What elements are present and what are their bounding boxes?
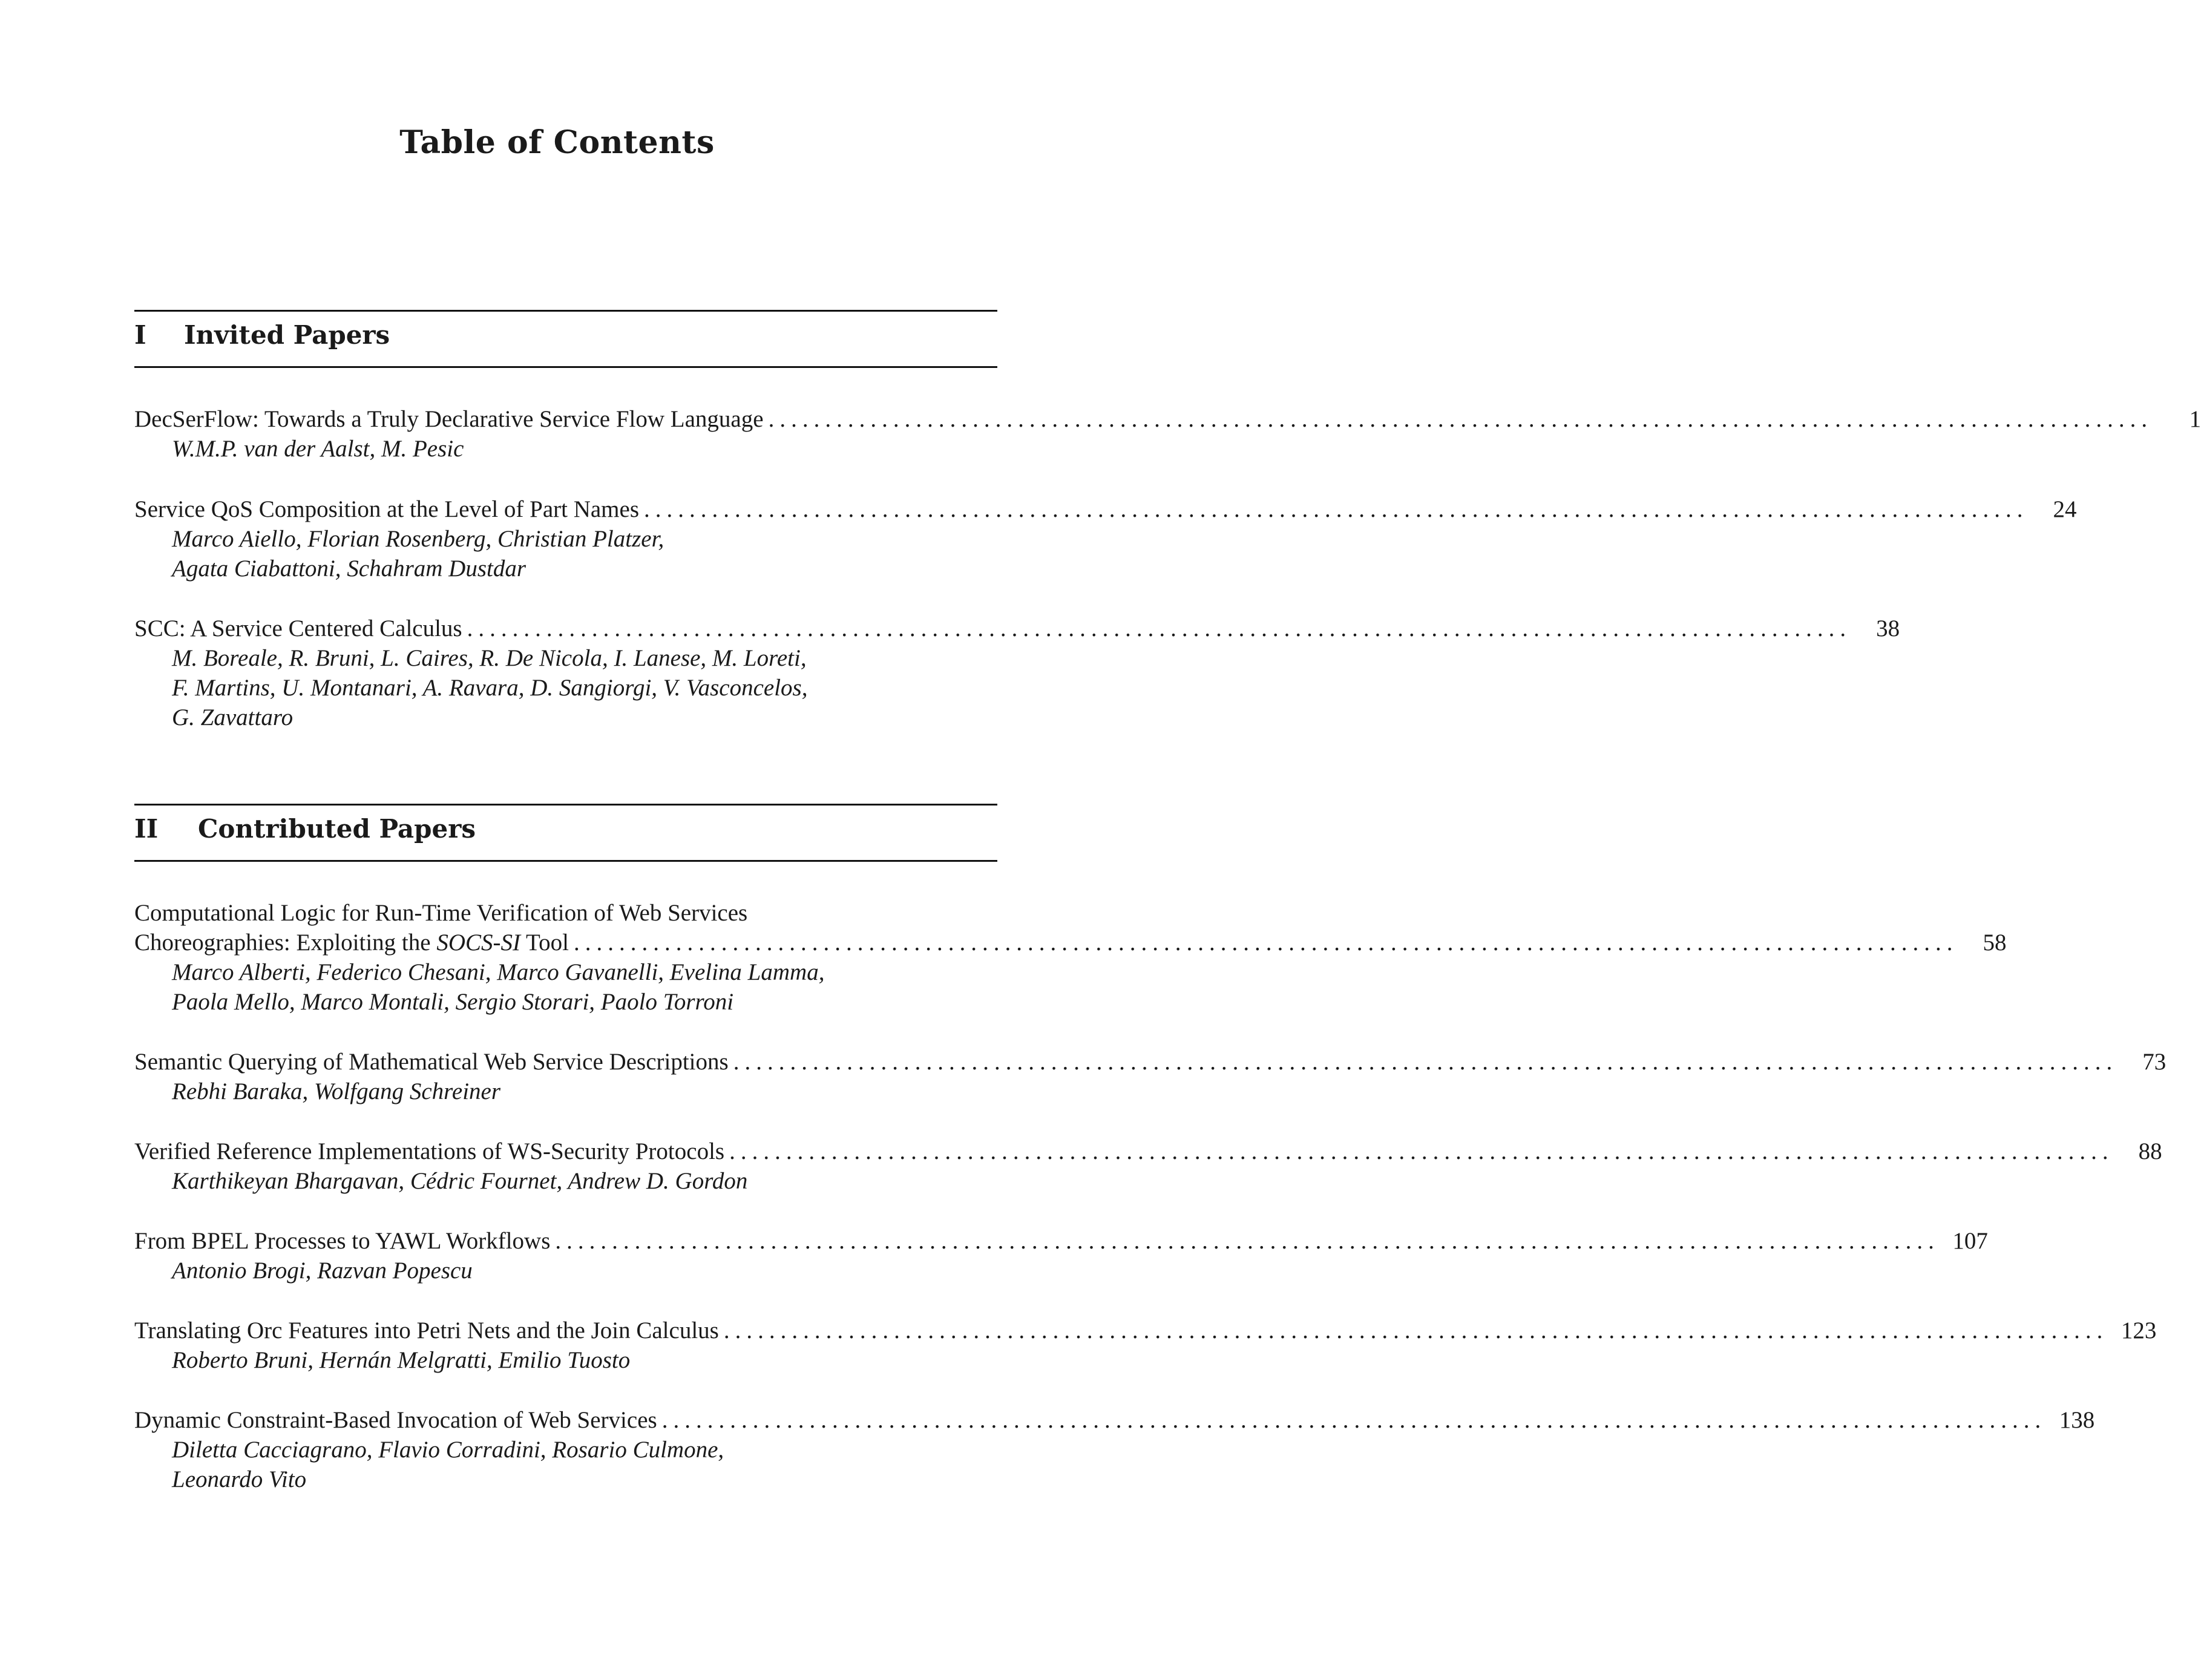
entry-title[interactable]: Dynamic Constraint-Based Invocation of Web Services (134, 1407, 657, 1433)
dot-leader: .......................................................................................................................... (644, 496, 2029, 522)
toc-entry[interactable] (134, 1226, 1988, 1285)
toc-entry[interactable] (134, 494, 2077, 583)
part-heading-contributed (134, 804, 997, 862)
part-heading-invited (134, 310, 997, 368)
entry-authors: Paola Mello, Marco Montali, Sergio Storari, Paolo Torroni (172, 989, 734, 1015)
entry-authors: Marco Aiello, Florian Rosenberg, Christian Platzer, (172, 526, 664, 552)
entry-page-number[interactable]: 1 (2189, 406, 2201, 432)
entry-authors: Marco Alberti, Federico Chesani, Marco Gavanelli, Evelina Lamma, (172, 959, 825, 985)
toc-entry[interactable] (134, 1137, 2162, 1196)
dot-leader: .......................................................................................................................... (467, 615, 1852, 641)
entry-title[interactable]: Verified Reference Implementations of WS-Security Protocols (134, 1138, 725, 1164)
entry-authors: Diletta Cacciagrano, Flavio Corradini, Rosario Culmone, (172, 1437, 724, 1463)
entry-title[interactable]: Semantic Querying of Mathematical Web Service Descriptions (134, 1049, 729, 1075)
entry-authors: Roberto Bruni, Hernán Melgratti, Emilio Tuosto (172, 1347, 631, 1373)
entry-authors: Leonardo Vito (172, 1466, 307, 1492)
entry-title-part: Choreographies: Exploiting the (134, 930, 437, 956)
entry-title[interactable]: SCC: A Service Centered Calculus (134, 615, 462, 641)
entry-authors: Rebhi Baraka, Wolfgang Schreiner (172, 1078, 501, 1104)
dot-leader: .......................................................................................................................... (555, 1228, 1940, 1254)
entry-page-number[interactable]: 24 (2053, 496, 2077, 522)
dot-leader: .......................................................................................................................... (733, 1049, 2118, 1075)
entry-title-line1[interactable]: Computational Logic for Run-Time Verification of Web Services (134, 900, 748, 926)
part-name: Contributed Papers (198, 814, 476, 844)
toc-entry[interactable] (134, 1316, 2157, 1375)
toc-entry[interactable] (134, 898, 2007, 1017)
part-number: II (134, 814, 159, 844)
dot-leader: .......................................................................................................................... (768, 406, 2153, 432)
page-title: Table of Contents (399, 124, 715, 161)
entry-title[interactable]: Translating Orc Features into Petri Nets and the Join Calculus (134, 1317, 719, 1344)
toc-entry[interactable] (134, 404, 2201, 464)
entry-page-number[interactable]: 73 (2142, 1049, 2167, 1075)
entry-page-number[interactable]: 123 (2121, 1317, 2157, 1344)
entry-page-number[interactable]: 138 (2059, 1407, 2095, 1433)
entry-page-number[interactable]: 38 (1876, 615, 1900, 641)
entry-page-number[interactable]: 107 (1952, 1228, 1988, 1254)
entry-page-number[interactable]: 58 (1983, 930, 2007, 956)
toc-entry[interactable] (134, 1047, 2167, 1106)
toc-entry[interactable] (134, 614, 1900, 732)
entry-authors: W.M.P. van der Aalst, M. Pesic (172, 436, 464, 462)
entry-title-italic: SOCS-SI (436, 930, 520, 956)
entry-title-part: Tool (520, 930, 569, 956)
part-name: Invited Papers (184, 320, 390, 350)
dot-leader: .......................................................................................................................... (729, 1138, 2114, 1164)
entry-title[interactable]: DecSerFlow: Towards a Truly Declarative Service Flow Language (134, 406, 764, 432)
entry-page-number[interactable]: 88 (2138, 1138, 2162, 1164)
toc-entry[interactable] (134, 1405, 2095, 1494)
entry-authors: F. Martins, U. Montanari, A. Ravara, D. Sangiorgi, V. Vasconcelos, (172, 675, 808, 701)
entry-authors: G. Zavattaro (172, 704, 294, 730)
entry-title[interactable] (134, 928, 569, 957)
entry-authors: Agata Ciabattoni, Schahram Dustdar (172, 556, 526, 582)
entry-title[interactable]: From BPEL Processes to YAWL Workflows (134, 1228, 551, 1254)
part-number: I (134, 320, 146, 350)
dot-leader: .......................................................................................................................... (573, 930, 1958, 956)
dot-leader: .......................................................................................................................... (661, 1407, 2047, 1433)
entry-authors: Antonio Brogi, Razvan Popescu (172, 1258, 473, 1284)
entry-authors: M. Boreale, R. Bruni, L. Caires, R. De Nicola, I. Lanese, M. Loreti, (172, 645, 807, 671)
entry-title[interactable]: Service QoS Composition at the Level of Part Names (134, 496, 640, 522)
dot-leader: .......................................................................................................................... (723, 1317, 2108, 1344)
entry-authors: Karthikeyan Bhargavan, Cédric Fournet, Andrew D. Gordon (172, 1168, 748, 1194)
